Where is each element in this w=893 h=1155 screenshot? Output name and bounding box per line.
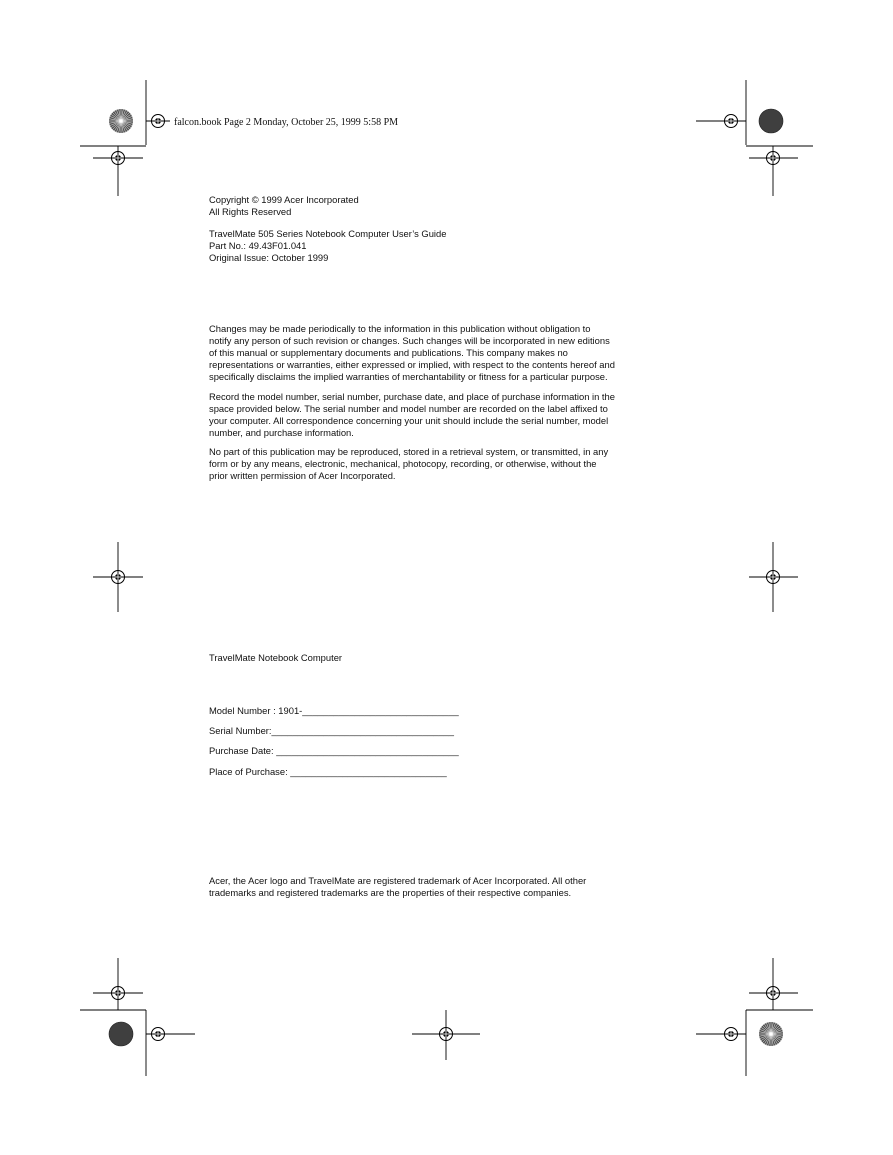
text-line: representations or warranties, either expressed or implied, with respect to the contents hereof and — [209, 359, 615, 370]
text-line: No part of this publication may be reproduced, stored in a retrieval system, or transmitted, in any — [209, 446, 609, 457]
text-line: of this manual or supplementary documents and publications. This company makes no — [209, 347, 568, 358]
text-line: notify any person of such revision or changes. Such changes will be incorporated in new editions — [209, 335, 610, 346]
text-line: number, and purchase information. — [209, 427, 354, 438]
text-line: prior written permission of Acer Incorporated. — [209, 470, 396, 481]
place-of-purchase-field: Place of Purchase: ______________________________ — [209, 766, 447, 777]
record-paragraph — [209, 391, 669, 439]
rights-line: All Rights Reserved — [209, 206, 292, 217]
text-line: your computer. All correspondence concerning your unit should include the serial number, model — [209, 415, 609, 426]
serial-number-field: Serial Number:___________________________________ — [209, 725, 455, 736]
purchase-date-field: Purchase Date: ___________________________________ — [209, 745, 459, 756]
text-line: space provided below. The serial number and model number are recorded on the label affixed to — [209, 403, 608, 414]
text-line: specifically disclaims the implied warranties of merchantability or fitness for a particular purpose. — [209, 371, 608, 382]
text-line: trademarks and registered trademarks are the properties of their respective companies. — [209, 887, 572, 898]
text-line: form or by any means, electronic, mechanical, photocopy, recording, or otherwise, without the — [209, 458, 597, 469]
reproduction-paragraph — [209, 446, 669, 482]
page-slug: falcon.book Page 2 Monday, October 25, 1999 5:58 PM — [174, 117, 399, 128]
trademark-paragraph — [209, 875, 669, 899]
guide-title: TravelMate 505 Series Notebook Computer User’s Guide — [209, 228, 447, 239]
product-name: TravelMate Notebook Computer — [209, 652, 343, 663]
part-number: Part No.: 49.43F01.041 — [209, 240, 307, 251]
model-number-field: Model Number : 1901-______________________________ — [209, 705, 459, 716]
changes-paragraph — [209, 323, 669, 383]
original-issue: Original Issue: October 1999 — [209, 252, 329, 263]
text-line: Changes may be made periodically to the information in this publication without obligation to — [209, 323, 591, 334]
copyright-block — [209, 194, 669, 264]
text-line: Record the model number, serial number, purchase date, and place of purchase information in the — [209, 391, 615, 402]
copyright-line: Copyright © 1999 Acer Incorporated — [209, 194, 359, 205]
text-line: Acer, the Acer logo and TravelMate are registered trademark of Acer Incorporated. All other — [209, 875, 587, 886]
